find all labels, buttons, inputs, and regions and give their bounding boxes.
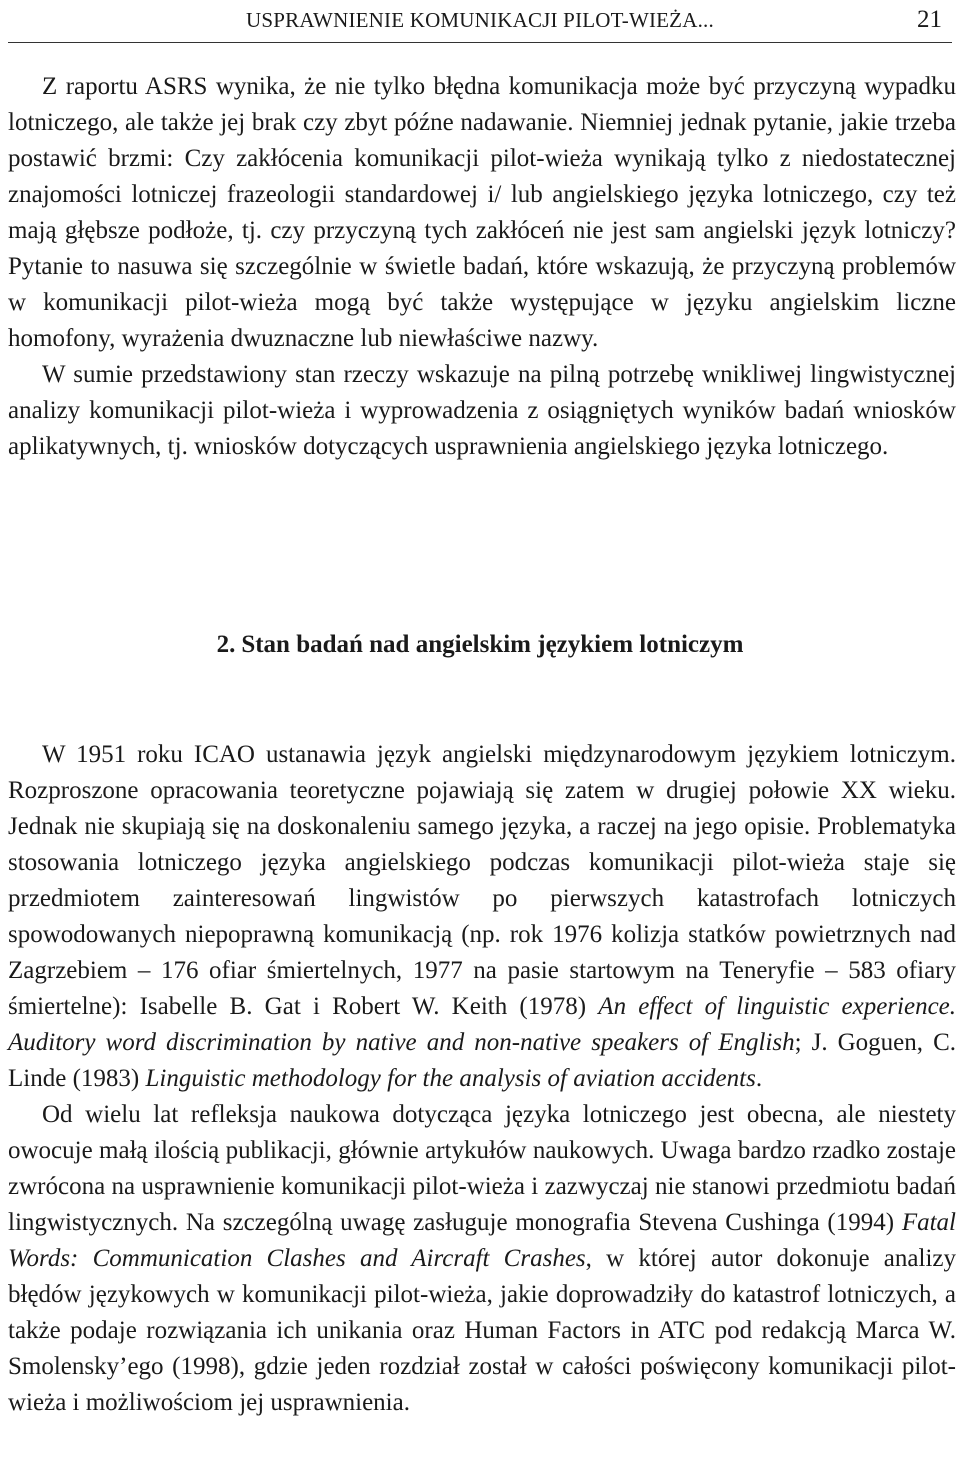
paragraph: Z raportu ASRS wynika, że nie tylko błędna komunikacja może być przyczyną wypadku lotniczego, ale także jej brak czy zbyt późne nadawanie. Niemniej jednak pytanie, jakie trzeba postawić brzmi: Czy zakłócenia komunikacji pilot-wieża wynikają tylko z niedostatecznej znajomości lotniczej frazeologii standardowej i/ lub angielskiego języka lotniczego, czy też mają głębsze podłoże, tj. czy przyczyną tych zakłóceń nie jest sam angielski język lotniczy? Pytanie to nasuwa się szczególnie w świetle badań, które wskazują, że przyczyną problemów w komunikacji pilot-wieża mogą być także występujące w języku angielskim liczne homofony, wyrażenia dwuznaczne lub niewłaściwe nazwy.	[8, 73, 956, 352]
section-heading	[0, 627, 960, 663]
paragraph	[8, 1097, 956, 1421]
cited-title: Fatal Words: Communication Clashes and Aircraft Crashes	[8, 1209, 957, 1272]
running-title: USPRAWNIENIE KOMUNIKACJI PILOT-WIEŻA...	[246, 8, 714, 32]
cited-title: Linguistic methodology for the analysis of aviation accidents	[145, 1065, 756, 1092]
section-1-body	[8, 69, 956, 465]
paragraph: W sumie przedstawiony stan rzeczy wskazuje na pilną potrzebę wnikliwej lingwistycznej analizy komunikacji pilot-wieża i wyprowadzenia z osiągniętych wyników badań wniosków aplikatywnych, tj. wniosków dotyczących usprawnienia angielskiego języka lotniczego.	[8, 361, 956, 460]
section-2-body	[8, 737, 956, 1421]
section-title: Stan badań nad angielskim językiem lotniczym	[241, 631, 744, 658]
paragraph-text: .	[755, 1065, 763, 1092]
paragraph-text: , w której autor dokonuje analizy błędów językowych w komunikacji pilot-wieża, jakie doprowadziły do katastrof lotniczych, a także podaje rozwiązania ich unikania oraz Human Factors in ATC pod redakcją Marca W. Smolensky’ego (1998), gdzie jeden rozdział został w całości poświęcony komunikacji pilot-wieża i możliwościom jej usprawnienia.	[8, 1245, 956, 1416]
running-header	[8, 6, 952, 43]
section-number: 2.	[216, 631, 236, 658]
cited-title: An effect of linguistic experience. Auditory word discrimination by native and non-native speakers of English	[8, 993, 957, 1056]
paragraph-text: Od wielu lat refleksja naukowa dotycząca języka lotniczego jest obecna, ale niestety owocuje małą ilością publikacji, głównie artykułów naukowych. Uwaga bardzo rzadko zostaje zwrócona na usprawnienie komunikacji pilot-wieża i zazwyczaj nie stanowi przedmiotu badań lingwistycznych. Na szczególną uwagę zasługuje monografia Stevena Cushinga (1994)	[8, 1101, 956, 1236]
paragraph	[8, 737, 956, 1097]
paragraph-text: ; J. Goguen, C. Linde (1983)	[8, 1029, 956, 1092]
paragraph-text: W 1951 roku ICAO ustanawia język angielski międzynarodowym językiem lotniczym. Rozproszone opracowania teoretyczne pojawiają się zatem w drugiej połowie XX wieku. Jednak nie skupiają się na doskonaleniu samego języka, a raczej na jego opisie. Problematyka stosowania lotniczego języka angielskiego podczas komunikacji pilot-wieża staje się przedmiotem zainteresowań lingwistów po pierwszych katastrofach lotniczych spowodowanych niepoprawną komunikacją (np. rok 1976 kolizja statków powietrznych nad Zagrzebiem – 176 ofiar śmiertelnych, 1977 na pasie startowym na Teneryfie – 583 ofiary śmiertelne): Isabelle B. Gat i Robert W. Keith (1978)	[8, 741, 956, 1020]
page-number: 21	[917, 6, 942, 33]
